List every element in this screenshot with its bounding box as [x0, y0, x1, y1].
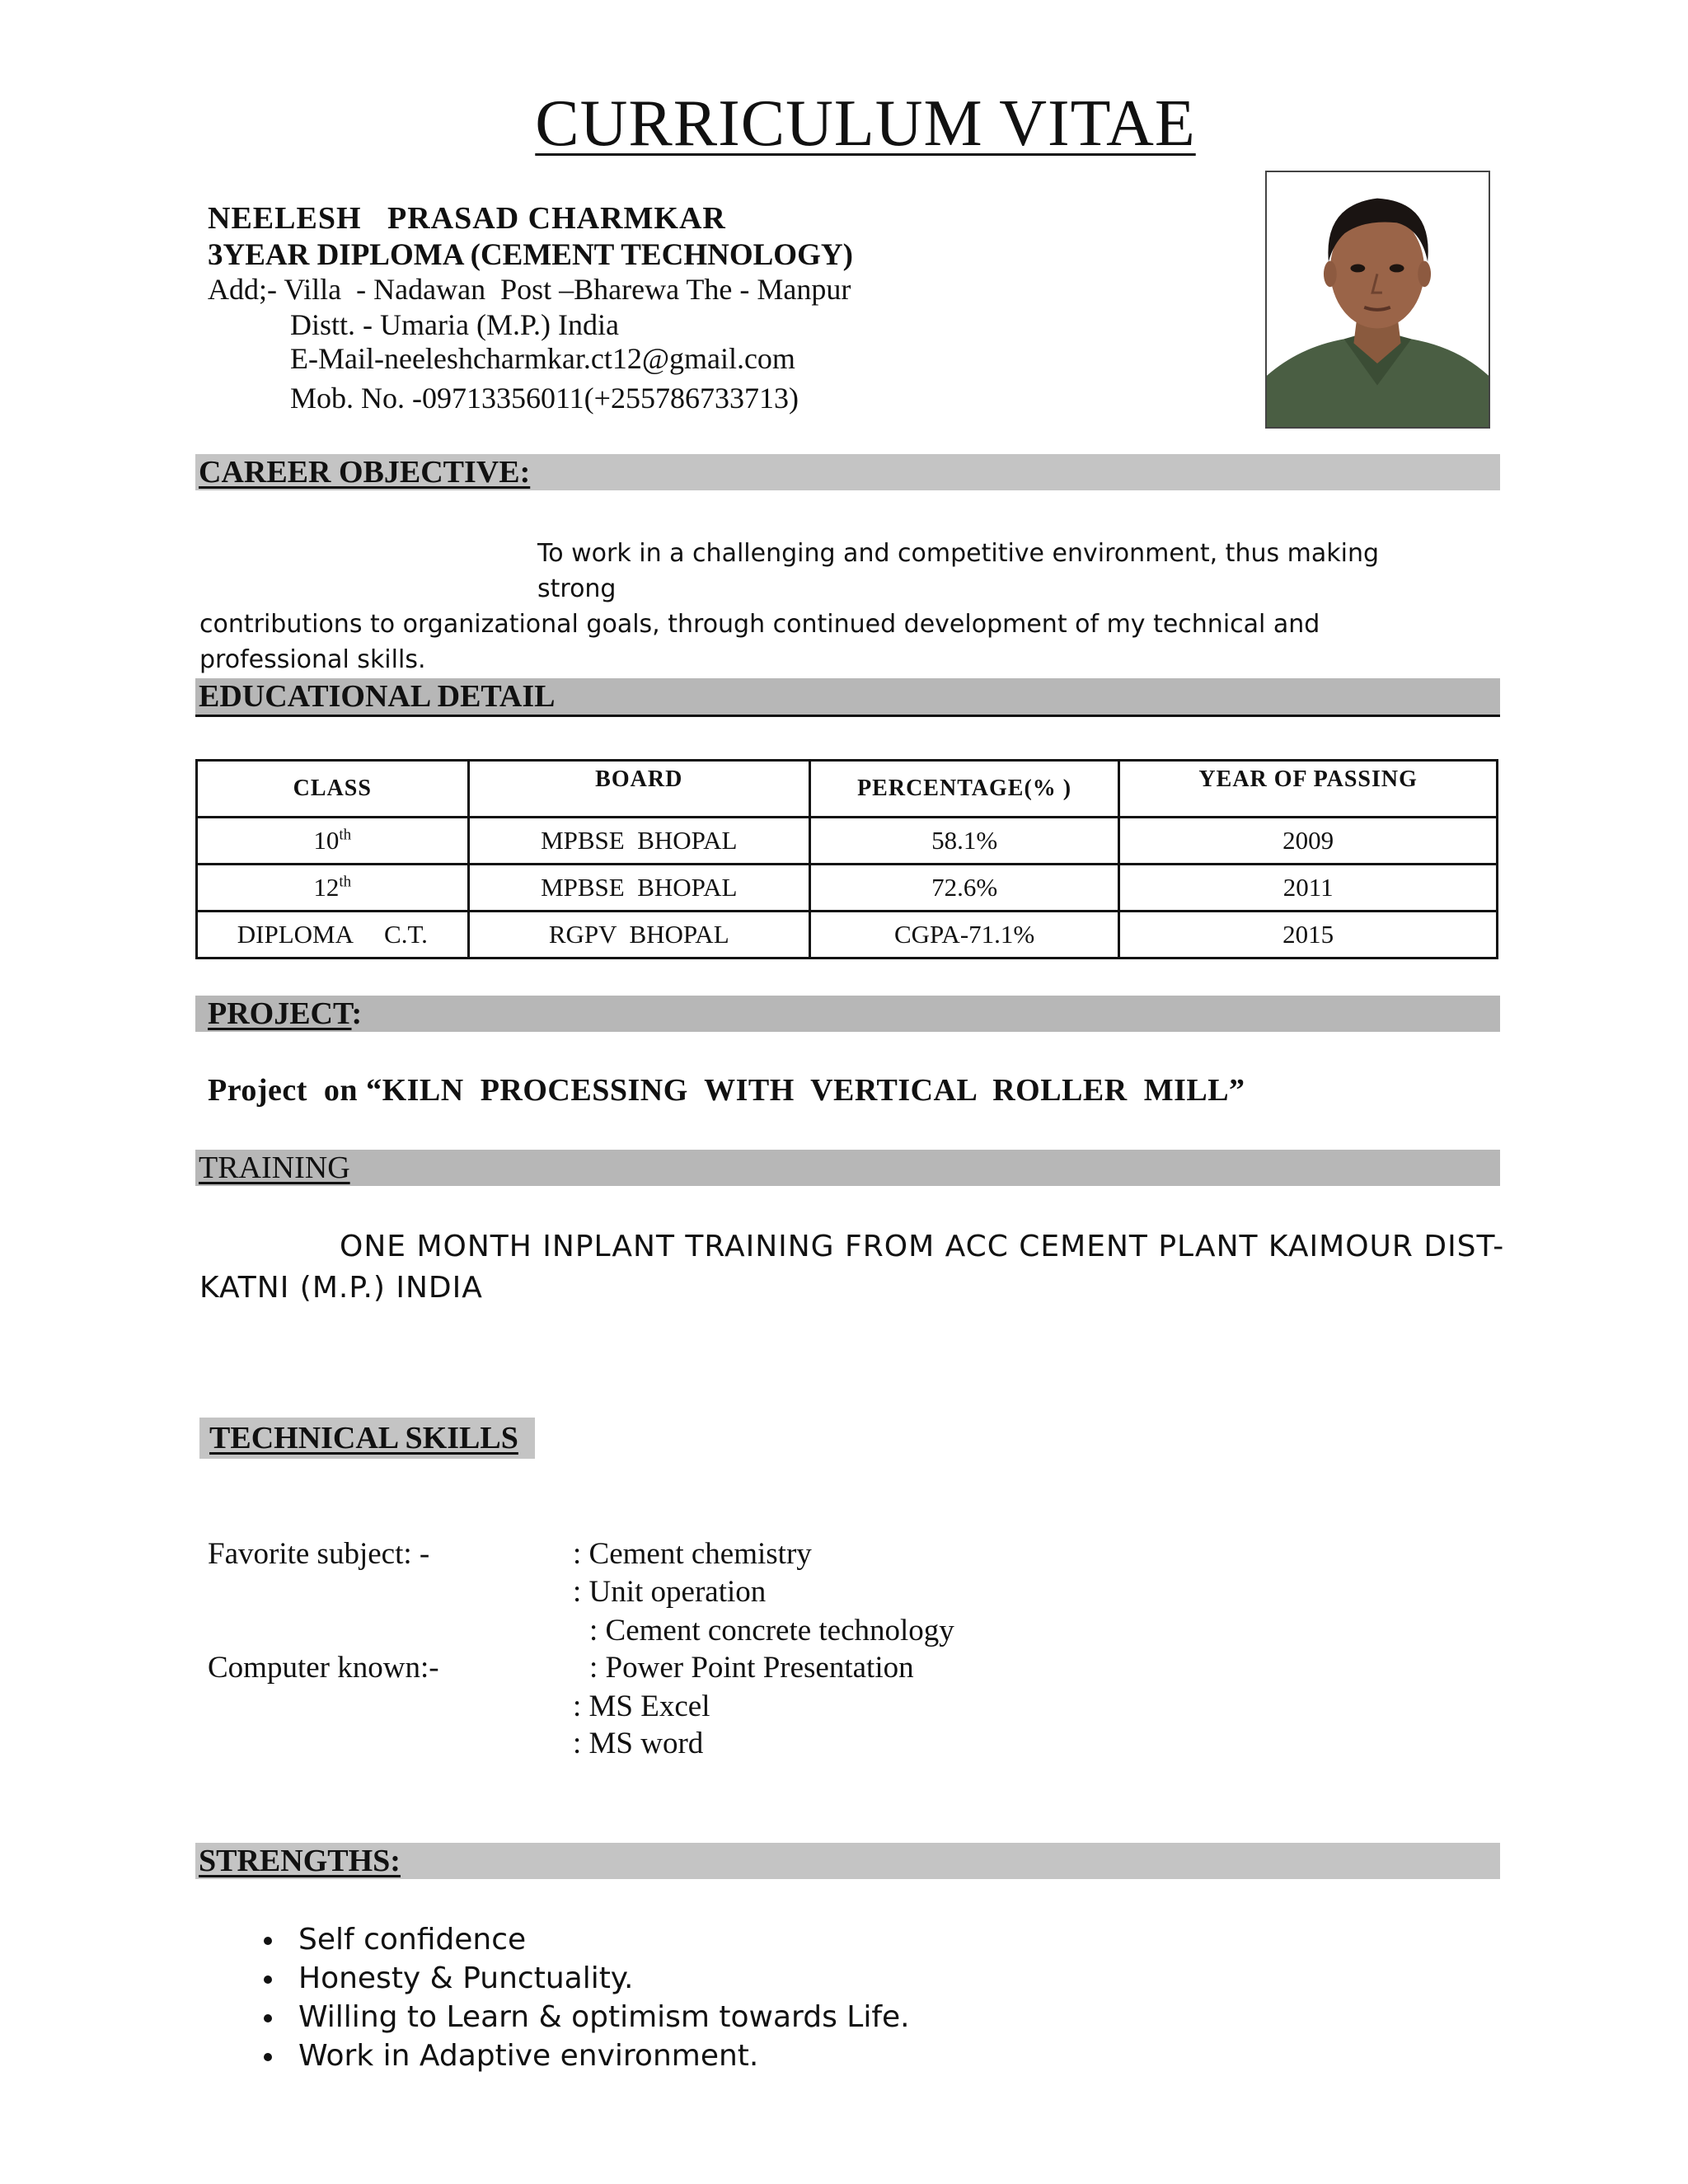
- training-line-1: ONE MONTH INPLANT TRAINING FROM ACC CEMENT PLANT KAIMOUR DIST-: [340, 1230, 1505, 1263]
- table-row: [197, 912, 1498, 958]
- column-header-class: CLASS: [197, 761, 469, 818]
- address-line-1: Add;- Villa - Nadawan Post –Bharewa The - Manpur: [208, 273, 851, 306]
- favorite-subject-item: : Cement chemistry: [573, 1537, 812, 1571]
- class-cell: 10th: [197, 818, 469, 865]
- column-header-year: YEAR OF PASSING: [1119, 761, 1498, 818]
- qualification: 3YEAR DIPLOMA (CEMENT TECHNOLOGY): [208, 238, 853, 272]
- board-cell: MPBSE BHOPAL: [468, 865, 809, 912]
- project-bar: [195, 996, 1500, 1032]
- list-item: Willing to Learn & optimism towards Life.: [264, 1998, 910, 2036]
- project-title: Project on “KILN PROCESSING WITH VERTICAL ROLLER MILL”: [208, 1073, 1245, 1108]
- computer-known-label: Computer known:-: [208, 1651, 439, 1685]
- table-row: [197, 818, 1498, 865]
- year-cell: 2011: [1119, 865, 1498, 912]
- strengths-list: [264, 1920, 910, 2075]
- list-item: Self confidence: [264, 1920, 910, 1959]
- career-objective-line-1: To work in a challenging and competitive environment, thus making strong: [537, 539, 1380, 603]
- profile-photo: [1265, 171, 1490, 429]
- year-cell: 2009: [1119, 818, 1498, 865]
- computer-known-item: : MS Excel: [573, 1690, 710, 1723]
- column-header-board: BOARD: [468, 761, 809, 818]
- training-line-2: KATNI (M.P.) INDIA: [199, 1271, 483, 1305]
- percentage-cell: 72.6%: [809, 865, 1118, 912]
- favorite-subject-item: : Unit operation: [573, 1575, 767, 1609]
- career-objective-text: [199, 536, 1436, 677]
- computer-known-item: : Power Point Presentation: [589, 1651, 914, 1685]
- computer-known-item: : MS word: [573, 1727, 704, 1760]
- percentage-cell: 58.1%: [809, 818, 1118, 865]
- list-item: Work in Adaptive environment.: [264, 2036, 910, 2075]
- page-title: CURRICULUM VITAE: [535, 87, 1196, 160]
- email: E-Mail-neeleshcharmkar.ct12@gmail.com: [290, 342, 795, 375]
- list-item: Honesty & Punctuality.: [264, 1959, 910, 1998]
- class-cell: 12th: [197, 865, 469, 912]
- table-header-row: [197, 761, 1498, 818]
- board-cell: RGPV BHOPAL: [468, 912, 809, 958]
- training-text: [199, 1226, 1510, 1309]
- technical-skills-bar: [199, 1418, 535, 1459]
- project-heading: PROJECT: [208, 996, 352, 1031]
- education-bar: [195, 678, 1500, 717]
- career-objective-bar: [195, 454, 1500, 490]
- project-heading-colon: :: [351, 996, 363, 1031]
- class-cell: DIPLOMA C.T.: [197, 912, 469, 958]
- career-objective-heading: CAREER OBJECTIVE:: [199, 455, 531, 490]
- strengths-heading: STRENGTHS:: [199, 1844, 401, 1878]
- training-bar: [195, 1150, 1500, 1186]
- candidate-name: NEELESH PRASAD CHARMKAR: [208, 201, 726, 236]
- address-line-2: Distt. - Umaria (M.P.) India: [290, 308, 619, 341]
- education-table: [195, 759, 1498, 959]
- strengths-bar: [195, 1843, 1500, 1879]
- technical-skills-heading: TECHNICAL SKILLS: [209, 1421, 518, 1455]
- favorite-subject-item: : Cement concrete technology: [589, 1614, 954, 1647]
- mobile-number: Mob. No. -09713356011(+255786733713): [290, 382, 799, 415]
- table-row: [197, 865, 1498, 912]
- board-cell: MPBSE BHOPAL: [468, 818, 809, 865]
- percentage-cell: CGPA-71.1%: [809, 912, 1118, 958]
- favorite-subject-label: Favorite subject: -: [208, 1537, 430, 1571]
- career-objective-line-2: contributions to organizational goals, through continued development of my technical and professional skills.: [199, 610, 1320, 674]
- education-heading: EDUCATIONAL DETAIL: [199, 679, 556, 714]
- column-header-percentage: PERCENTAGE(% ): [809, 761, 1118, 818]
- year-cell: 2015: [1119, 912, 1498, 958]
- training-heading: TRAINING: [199, 1151, 350, 1185]
